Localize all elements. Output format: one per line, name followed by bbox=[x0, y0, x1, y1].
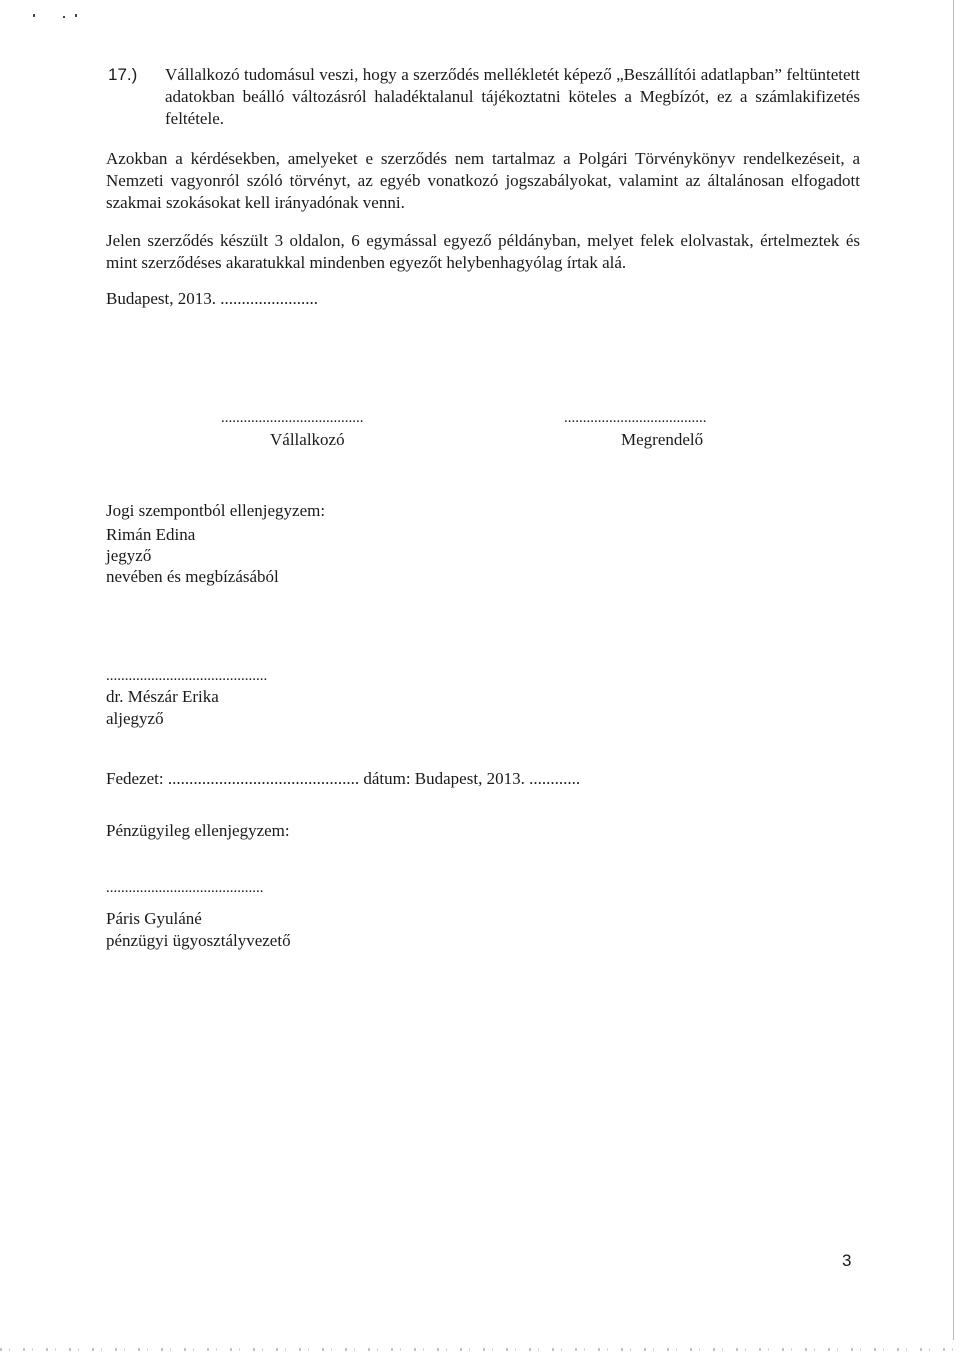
scan-mark bbox=[63, 16, 65, 18]
clause-17-text: Vállalkozó tudomásul veszi, hogy a szerződés mellékletét képező „Beszállítói adatlapban” feltüntetett adatokban beálló változásról haladéktalanul tájékoztatni köteles a Megbízót, ez a számlakifizetés feltétele. bbox=[165, 65, 860, 128]
scan-mark bbox=[33, 14, 35, 17]
contractor-label: Vállalkozó bbox=[270, 430, 345, 449]
clause-17 bbox=[108, 64, 860, 130]
legal-signature-line: ........................................... bbox=[106, 668, 268, 684]
legal-signer-title: aljegyző bbox=[106, 709, 164, 728]
financial-signer-name: Páris Gyuláné bbox=[106, 909, 202, 928]
financial-countersign-heading: Pénzügyileg ellenjegyzem: bbox=[106, 821, 290, 840]
scan-edge-line bbox=[953, 0, 954, 1340]
client-signature-line: ...................................... bbox=[564, 410, 707, 426]
legal-countersign-heading: Jogi szempontból ellenjegyzem: bbox=[106, 501, 326, 520]
page-number: 3 bbox=[842, 1251, 852, 1270]
legal-on-behalf: nevében és megbízásából bbox=[106, 567, 279, 586]
legal-notary-title: jegyző bbox=[106, 546, 152, 565]
legal-signer-name: dr. Mészár Erika bbox=[106, 687, 219, 706]
legal-notary-name: Rimán Edina bbox=[106, 525, 196, 544]
scan-mark bbox=[75, 14, 77, 17]
scan-bottom-noise bbox=[0, 1348, 960, 1351]
place-date: Budapest, 2013. ....................... bbox=[106, 289, 319, 308]
financial-signature-line: .......................................... bbox=[106, 880, 264, 896]
contractor-signature-line: ...................................... bbox=[221, 410, 364, 426]
clause-number: 17.) bbox=[108, 65, 138, 84]
client-label: Megrendelő bbox=[621, 430, 704, 449]
coverage-line: Fedezet: ............................................. dátum: Budapest, 2013. ............ bbox=[106, 769, 581, 788]
paragraph-applicable-law: Azokban a kérdésekben, amelyeket e szerződés nem tartalmaz a Polgári Törvénykönyv rendelkezéseit, a Nemzeti vagyonról szóló törvényt, az egyéb vonatkozó jogszabályokat, valamint az általánosan elfogadott szakmai szokásokat kell irányadónak venni. bbox=[106, 149, 860, 212]
paragraph-copies: Jelen szerződés készült 3 oldalon, 6 egymással egyező példányban, melyet felek elolvastak, értelmeztek és mint szerződéses akaratukkal mindenben egyezőt helybenhagyólag írtak alá. bbox=[106, 231, 860, 272]
financial-signer-title: pénzügyi ügyosztályvezető bbox=[106, 931, 291, 950]
